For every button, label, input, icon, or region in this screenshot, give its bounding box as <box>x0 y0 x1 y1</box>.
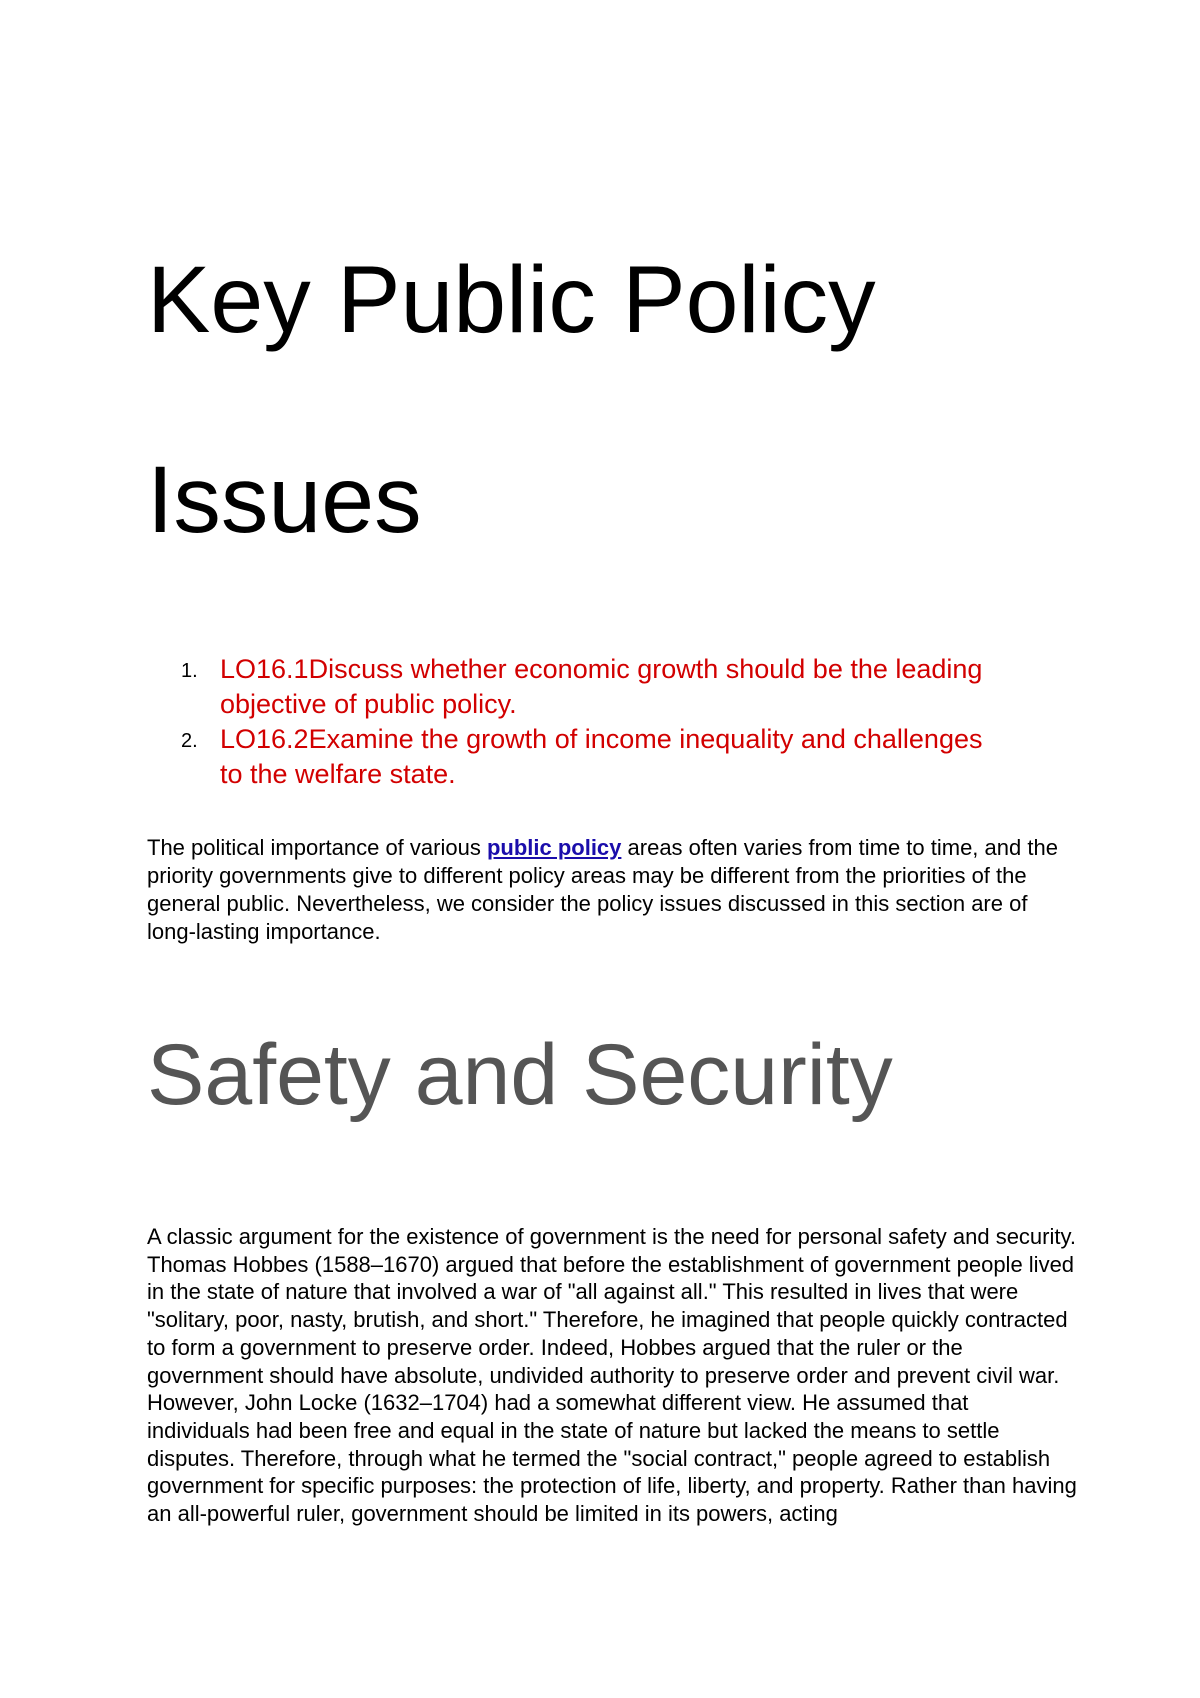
intro-paragraph <box>147 834 1077 946</box>
list-number: 1. <box>181 660 198 682</box>
intro-text-end: areas often varies from time to time, and the priority governments give to different policy areas may be different from the priorities of the general public. Nevertheless, we consider the policy issues discussed in this section are of long-lasting importance. <box>147 835 1058 944</box>
learning-objective-item <box>147 652 1007 722</box>
learning-objective-item <box>147 722 1007 792</box>
learning-objective-text: LO16.1Discuss whether economic growth should be the leading objective of public policy. <box>220 654 983 719</box>
page-title-line-1: Key Public Policy <box>147 247 876 353</box>
section-body-paragraph: A classic argument for the existence of government is the need for personal safety and security. Thomas Hobbes (1588–1670) argued that before the establishment of government people lived in the state of nature that involved a war of "all against all." This resulted in lives that were "solitary, poor, nasty, brutish, and short." Therefore, he imagined that people quickly contracted to form a government to preserve order. Indeed, Hobbes argued that the ruler or the government should have absolute, undivided authority to preserve order and prevent civil war. However, John Locke (1632–1704) had a somewhat different view. He assumed that individuals had been free and equal in the state of nature but lacked the means to settle disputes. Therefore, through what he termed the "social contract," people agreed to establish government for specific purposes: the protection of life, liberty, and property. Rather than having an all-powerful ruler, government should be limited in its powers, acting <box>147 1224 1077 1527</box>
intro-text-start: The political importance of various <box>147 835 487 860</box>
list-number: 2. <box>181 730 198 752</box>
section-heading: Safety and Security <box>147 1027 893 1123</box>
learning-objective-text: LO16.2Examine the growth of income inequality and challenges to the welfare state. <box>220 724 983 789</box>
learning-objectives-list <box>147 652 1007 792</box>
page-title-line-2: Issues <box>147 447 422 553</box>
public-policy-link[interactable]: public policy <box>486 835 622 860</box>
page-title <box>147 200 1077 600</box>
document-page <box>147 0 1077 1527</box>
